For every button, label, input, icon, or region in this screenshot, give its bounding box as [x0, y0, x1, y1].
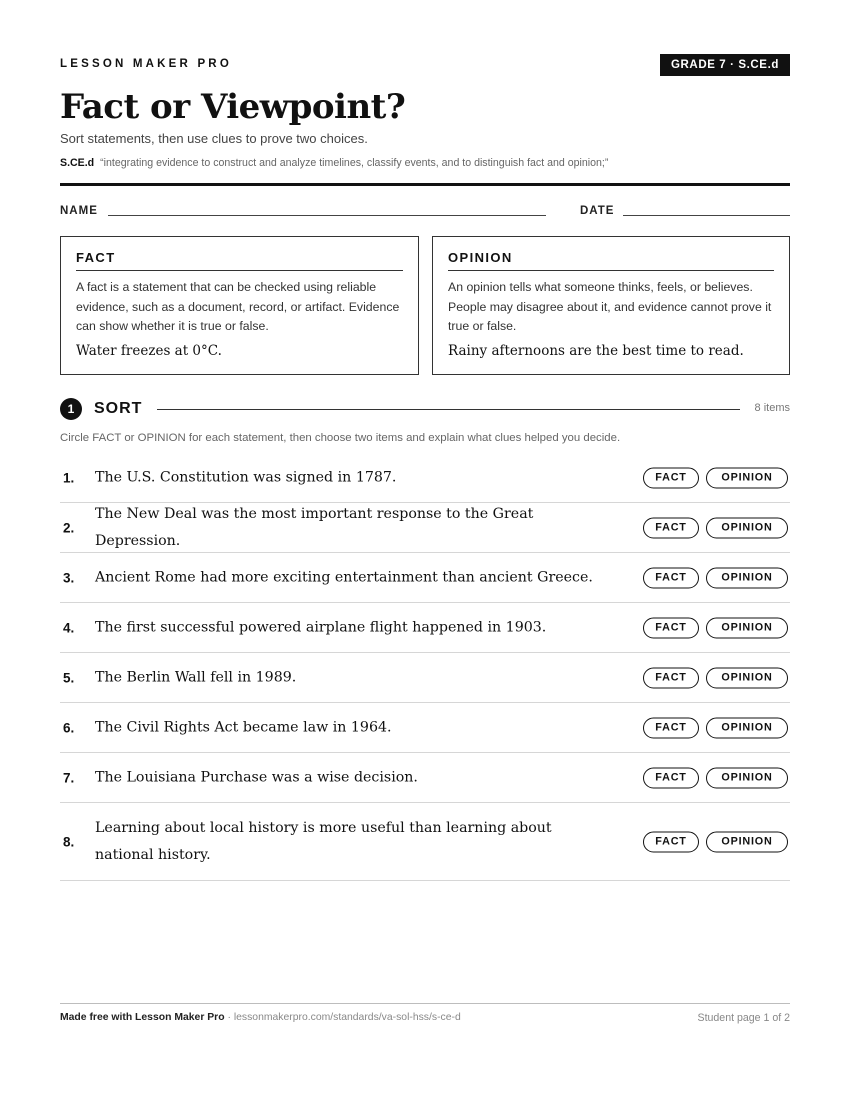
name-field[interactable] [108, 215, 546, 216]
opinion-choice-button[interactable]: OPINION [706, 567, 788, 588]
item-number: 7. [63, 770, 75, 785]
list-item [60, 503, 790, 553]
statement-text: The Berlin Wall fell in 1989. [95, 669, 297, 685]
sort-section-header [60, 398, 790, 420]
item-count: 8 items [754, 402, 790, 414]
list-item [60, 453, 790, 503]
choice-group [643, 517, 788, 538]
list-item [60, 803, 790, 881]
statement-text: The Louisiana Purchase was a wise decision. [95, 769, 418, 785]
choice-group [643, 767, 788, 788]
choice-group [643, 567, 788, 588]
statement-text: The U.S. Constitution was signed in 1787. [95, 469, 397, 485]
opinion-definition-box [432, 236, 790, 375]
fact-example: Water freezes at 0°C. [76, 342, 222, 359]
brand-name: LESSON MAKER PRO [60, 58, 232, 70]
statement-text: The first successful powered airplane flight happened in 1903. [95, 619, 547, 635]
statement-text: Ancient Rome had more exciting entertainment than ancient Greece. [95, 569, 593, 585]
fact-choice-button[interactable]: FACT [643, 467, 699, 488]
item-number: 5. [63, 670, 75, 685]
choice-group [643, 467, 788, 488]
grade-badge: GRADE 7 · S.CE.d [660, 54, 790, 76]
section-title: SORT [94, 400, 143, 417]
opinion-example: Rainy afternoons are the best time to read. [448, 342, 744, 359]
statement-text: Learning about local history is more useful than learning about national history. [95, 819, 552, 863]
section-divider [157, 409, 740, 410]
name-label: NAME [60, 205, 98, 217]
statement-text: The New Deal was the most important response to the Great Depression. [95, 505, 534, 549]
fact-choice-button[interactable]: FACT [643, 567, 699, 588]
fact-choice-button[interactable]: FACT [643, 831, 699, 852]
date-label: DATE [580, 205, 615, 217]
list-item [60, 653, 790, 703]
choice-group [643, 831, 788, 852]
choice-group [643, 667, 788, 688]
fact-definition-box [60, 236, 419, 375]
header-divider [60, 183, 790, 186]
footer-url[interactable]: lessonmakerpro.com/standards/va-sol-hss/s-ce-d [233, 1012, 461, 1023]
section-instructions: Circle FACT or OPINION for each statement, then choose two items and explain what clues helped you decide. [60, 432, 621, 444]
opinion-heading: OPINION [448, 250, 774, 271]
date-field[interactable] [623, 215, 790, 216]
statement-list [60, 453, 790, 881]
page-number: Student page 1 of 2 [697, 1012, 790, 1024]
footer-separator: · [224, 1012, 234, 1023]
item-number: 6. [63, 720, 75, 735]
opinion-choice-button[interactable]: OPINION [706, 517, 788, 538]
choice-group [643, 717, 788, 738]
page-title: Fact or Viewpoint? [60, 87, 406, 127]
footer-made-with: Made free with Lesson Maker Pro [60, 1012, 225, 1023]
standard-code: S.CE.d [60, 157, 95, 169]
fact-choice-button[interactable]: FACT [643, 517, 699, 538]
list-item [60, 753, 790, 803]
fact-description: A fact is a statement that can be checked using reliable evidence, such as a document, record, or artifact. Evidence can show whether it is true or false. [76, 280, 400, 333]
footer-credit [60, 1012, 461, 1023]
standard-line [60, 157, 608, 169]
standard-text: “integrating evidence to construct and analyze timelines, classify events, and to distinguish fact and opinion;” [100, 157, 609, 169]
fact-choice-button[interactable]: FACT [643, 767, 699, 788]
footer-divider [60, 1003, 790, 1004]
opinion-choice-button[interactable]: OPINION [706, 667, 788, 688]
list-item [60, 553, 790, 603]
fact-choice-button[interactable]: FACT [643, 667, 699, 688]
item-number: 3. [63, 570, 75, 585]
opinion-description: An opinion tells what someone thinks, feels, or believes. People may disagree about it, and evidence cannot prove it true or false. [448, 280, 772, 333]
worksheet-page [60, 0, 790, 1100]
opinion-choice-button[interactable]: OPINION [706, 617, 788, 638]
list-item [60, 603, 790, 653]
item-number: 1. [63, 470, 75, 485]
fact-choice-button[interactable]: FACT [643, 717, 699, 738]
list-item [60, 703, 790, 753]
item-number: 8. [63, 834, 75, 849]
fact-choice-button[interactable]: FACT [643, 617, 699, 638]
statement-text: The Civil Rights Act became law in 1964. [95, 719, 392, 735]
choice-group [643, 617, 788, 638]
opinion-choice-button[interactable]: OPINION [706, 467, 788, 488]
opinion-choice-button[interactable]: OPINION [706, 767, 788, 788]
opinion-choice-button[interactable]: OPINION [706, 717, 788, 738]
page-subtitle: Sort statements, then use clues to prove two choices. [60, 131, 368, 146]
fact-heading: FACT [76, 250, 403, 271]
section-number-badge: 1 [60, 398, 82, 420]
item-number: 4. [63, 620, 75, 635]
item-number: 2. [63, 520, 75, 535]
opinion-choice-button[interactable]: OPINION [706, 831, 788, 852]
